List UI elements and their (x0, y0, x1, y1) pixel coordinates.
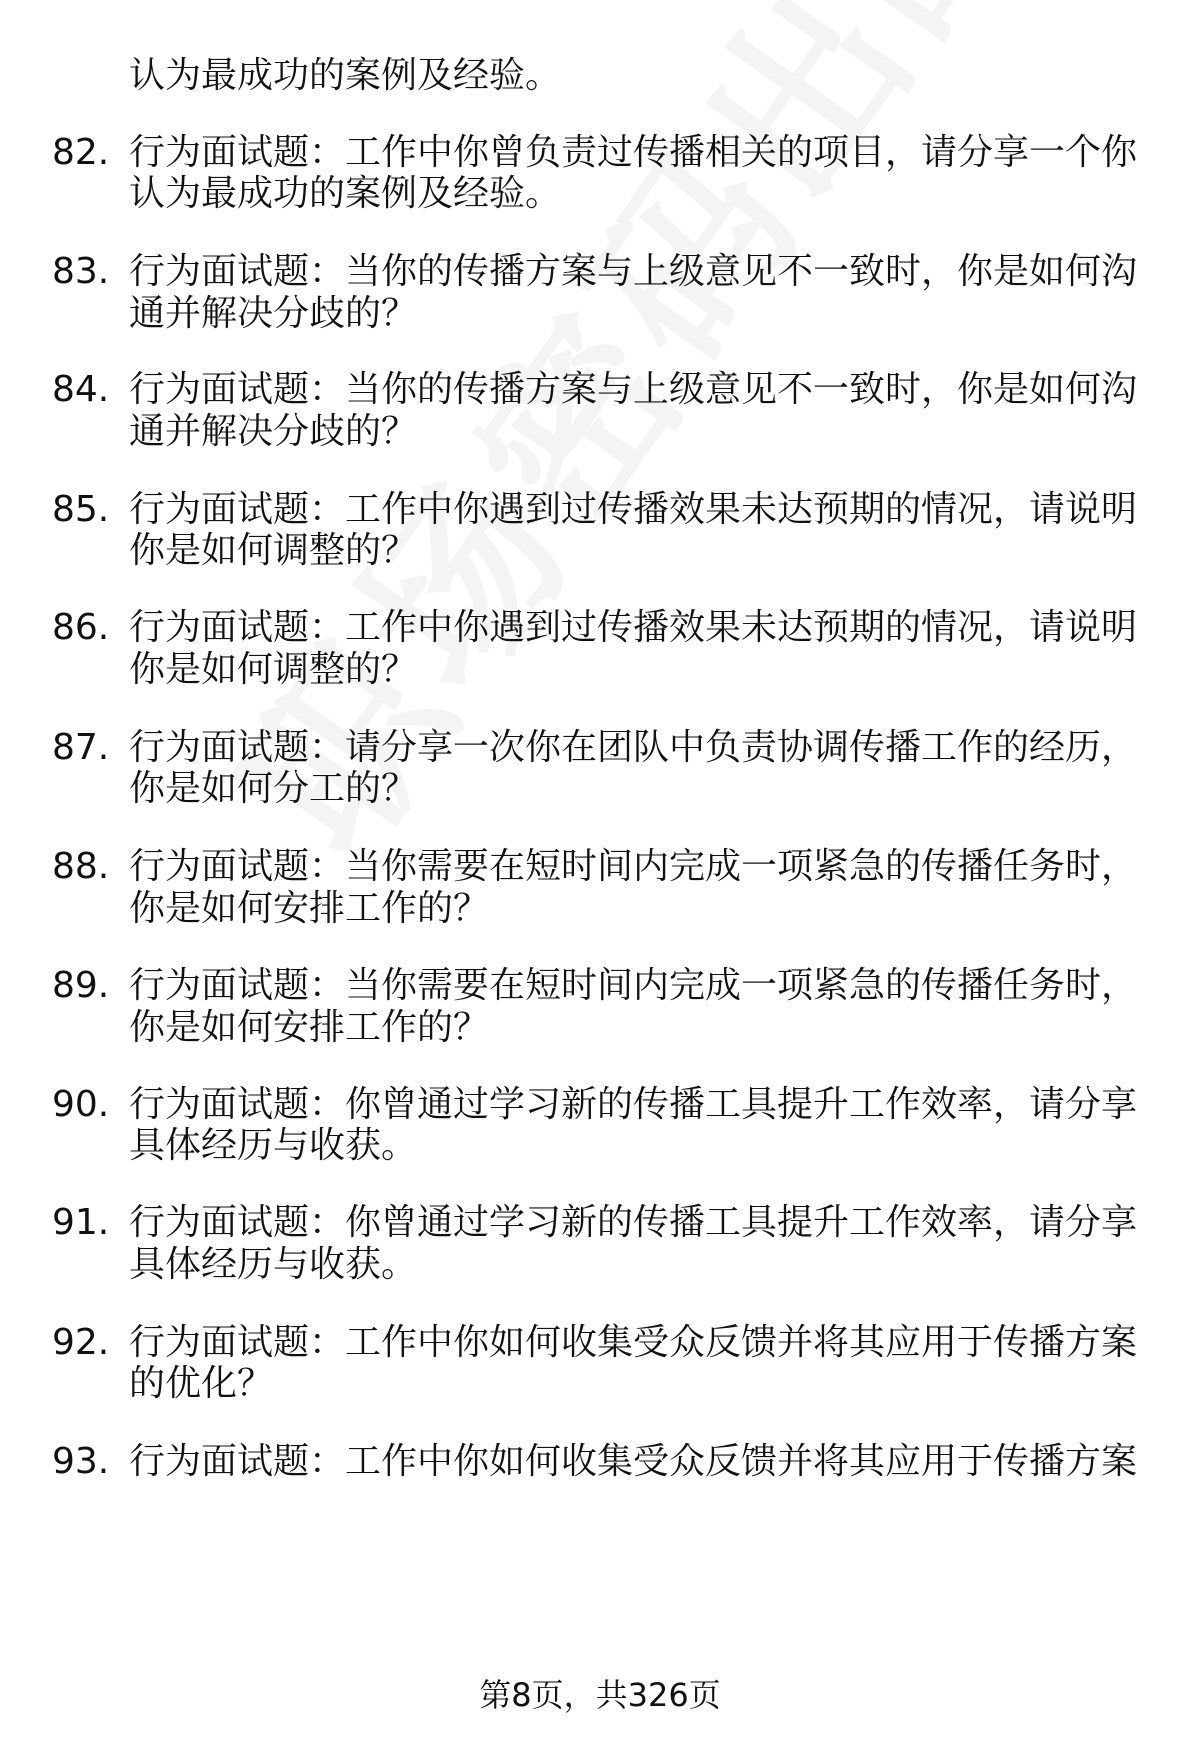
item-text-line: 行为面试题：当你需要在短时间内完成一项紧急的传播任务时， (129, 965, 1138, 1006)
item-number: 87. (52, 727, 110, 768)
item-text-line: 通并解决分歧的？ (129, 293, 418, 334)
item-text-line: 行为面试题：工作中你如何收集受众反馈并将其应用于传播方案 (129, 1441, 1138, 1482)
item-text-line: 你是如何安排工作的？ (129, 1007, 490, 1048)
item-text-line: 行为面试题：工作中你如何收集受众反馈并将其应用于传播方案 (129, 1322, 1138, 1363)
item-text-line: 行为面试题：工作中你遇到过传播效果未达预期的情况，请说明 (129, 607, 1138, 648)
item-number: 83. (52, 251, 110, 292)
item-text-line: 你是如何调整的？ (129, 649, 418, 690)
page-footer: 第8页，共326页 (479, 1676, 721, 1714)
item-text-line: 具体经历与收获。 (129, 1244, 418, 1285)
item-number: 84. (52, 369, 110, 410)
item-number: 82. (52, 132, 110, 173)
item-number: 88. (52, 846, 110, 887)
item-number: 91. (52, 1202, 110, 1243)
continued-line: 认为最成功的案例及经验。 (129, 55, 562, 96)
item-text-line: 行为面试题：工作中你曾负责过传播相关的项目，请分享一个你 (129, 132, 1138, 173)
item-number: 86. (52, 607, 110, 648)
item-number: 93. (52, 1441, 110, 1482)
item-text-line: 你是如何安排工作的？ (129, 888, 490, 929)
item-number: 89. (52, 965, 110, 1006)
item-text-line: 认为最成功的案例及经验。 (129, 173, 562, 214)
item-text-line: 行为面试题：当你需要在短时间内完成一项紧急的传播任务时， (129, 846, 1138, 887)
item-text-line: 具体经历与收获。 (129, 1125, 418, 1166)
item-text-line: 行为面试题：请分享一次你在团队中负责协调传播工作的经历， (129, 727, 1138, 768)
item-text-line: 你是如何调整的？ (129, 530, 418, 571)
item-text-line: 你是如何分工的？ (129, 768, 418, 809)
item-number: 92. (52, 1322, 110, 1363)
item-text-line: 行为面试题：你曾通过学习新的传播工具提升工作效率，请分享 (129, 1084, 1138, 1125)
item-text-line: 行为面试题：工作中你遇到过传播效果未达预期的情况，请说明 (129, 489, 1138, 530)
item-text-line: 行为面试题：当你的传播方案与上级意见不一致时，你是如何沟 (129, 369, 1138, 410)
item-text-line: 行为面试题：你曾通过学习新的传播工具提升工作效率，请分享 (129, 1202, 1138, 1243)
item-number: 90. (52, 1084, 110, 1125)
item-text-line: 的优化？ (129, 1363, 274, 1404)
item-text-line: 行为面试题：当你的传播方案与上级意见不一致时，你是如何沟 (129, 251, 1138, 292)
item-text-line: 通并解决分歧的？ (129, 411, 418, 452)
item-number: 85. (52, 489, 110, 530)
